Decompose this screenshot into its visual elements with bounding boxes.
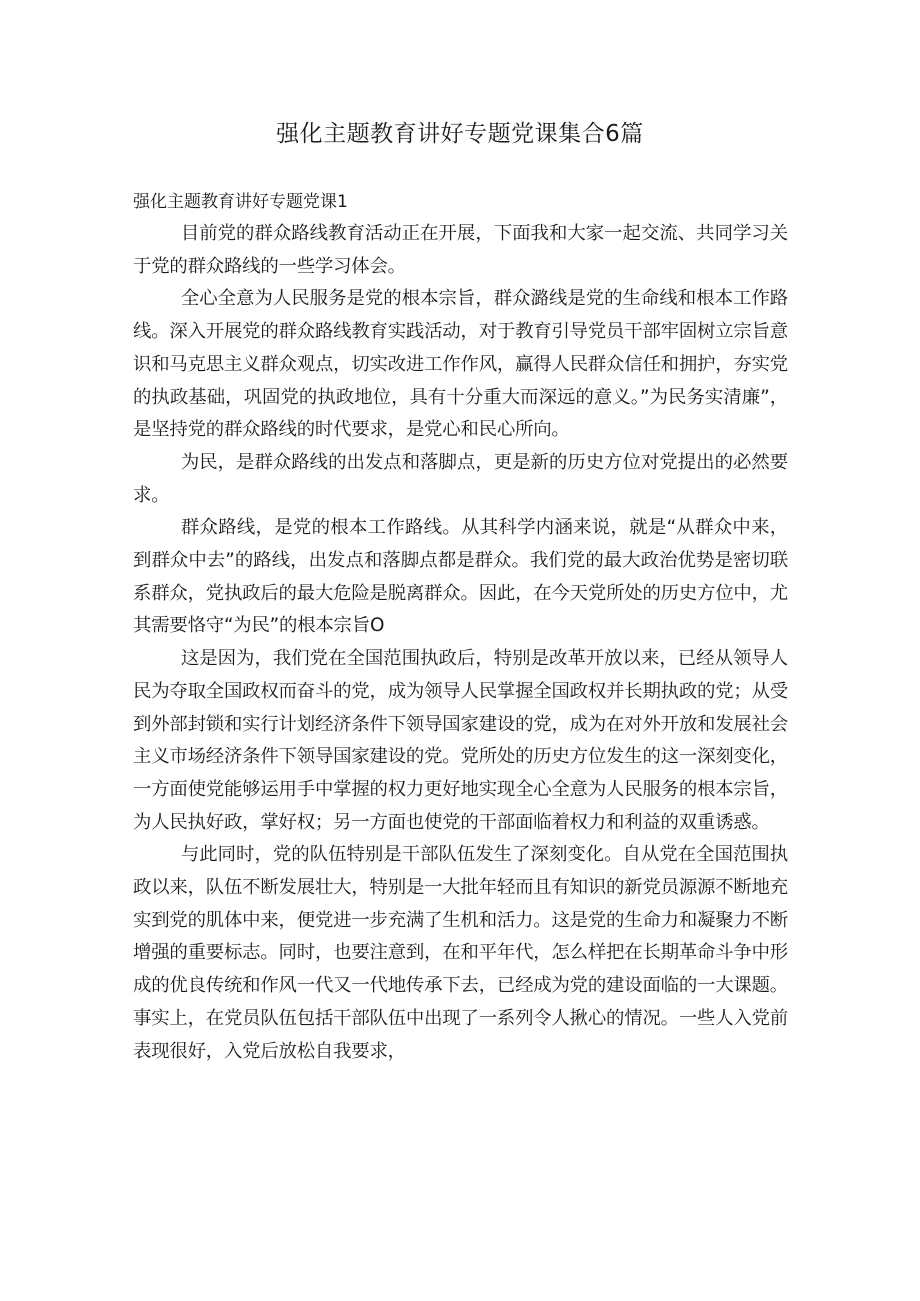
section-heading: 强化主题教育讲好专题党课1: [133, 192, 348, 212]
paragraph-1: 目前党的群众路线教育活动正在开展，下面我和大家一起交流、共同学习关于党的群众路线的一些学习体会。: [133, 223, 788, 277]
document-body: [133, 186, 788, 1068]
document-title: 强化主题教育讲好专题党课集合6篇: [276, 121, 644, 147]
paragraph-2: 全心全意为人民服务是党的根本宗旨，群众潞线是党的生命线和根本工作路线。深入开展党的群众路线教育实践活动，对于教育引导党员干部牢固树立宗旨意识和马克思主义群众观点，切实改进工作作风，赢得人民群众信任和拥护，夯实党的执政基础，巩固党的执政地位，具有十分重大而深远的意义。”为民务实清廉”，是坚持党的群众路线的时代要求，是党心和民心所向。: [133, 288, 788, 441]
paragraph-6: 与此同时，党的队伍特别是干部队伍发生了深刻变化。自从党在全国范围执政以来，队伍不断发展壮大，特别是一大批年轻而且有知识的新党员源源不断地充实到党的肌体中来，便党进一步充满了生机和活力。这是党的生命力和凝聚力不断增强的重要标志。同时，也要注意到，在和平年代，怎么样把在长期革命斗争中形成的优良传统和作风一代又一代地传承下去，已经成为党的建设面临的一大课题。事实上，在党员队伍包括干部队伍中出现了一系列令人揪心的情况。一些人入党前表现很好，入党后放松自我要求，: [133, 844, 788, 1062]
paragraph-5: 这是因为，我们党在全国范围执政后，特别是改革开放以来，已经从领导人民为夺取全国政权而奋斗的党，成为领导人民掌握全国政权并长期执政的党；从受到外部封锁和实行计划经济条件下领导国家建设的党，成为在对外开放和发展社会主义市场经济条件下领导国家建设的党。党所处的历史方位发生的这一深刻变化，一方面使党能够运用手中掌握的权力更好地实现全心全意为人民服务的根本宗旨，为人民执好政，掌好权；另一方面也使党的干部面临着权力和利益的双重诱惑。: [133, 648, 788, 833]
paragraph-4: 群众路线，是党的根本工作路线。从其科学内涵来说，就是“从群众中来，到群众中去”的路线，出发点和落脚点都是群众。我们党的最大政治优势是密切联系群众，党执政后的最大危险是脱离群众。因此，在今天党所处的历史方位中，尤其需要恪守“为民”的根本宗旨O: [133, 517, 788, 637]
paragraph-3: 为民，是群众路线的出发点和落脚点，更是新的历史方位对党提出的必然要求。: [133, 451, 788, 506]
